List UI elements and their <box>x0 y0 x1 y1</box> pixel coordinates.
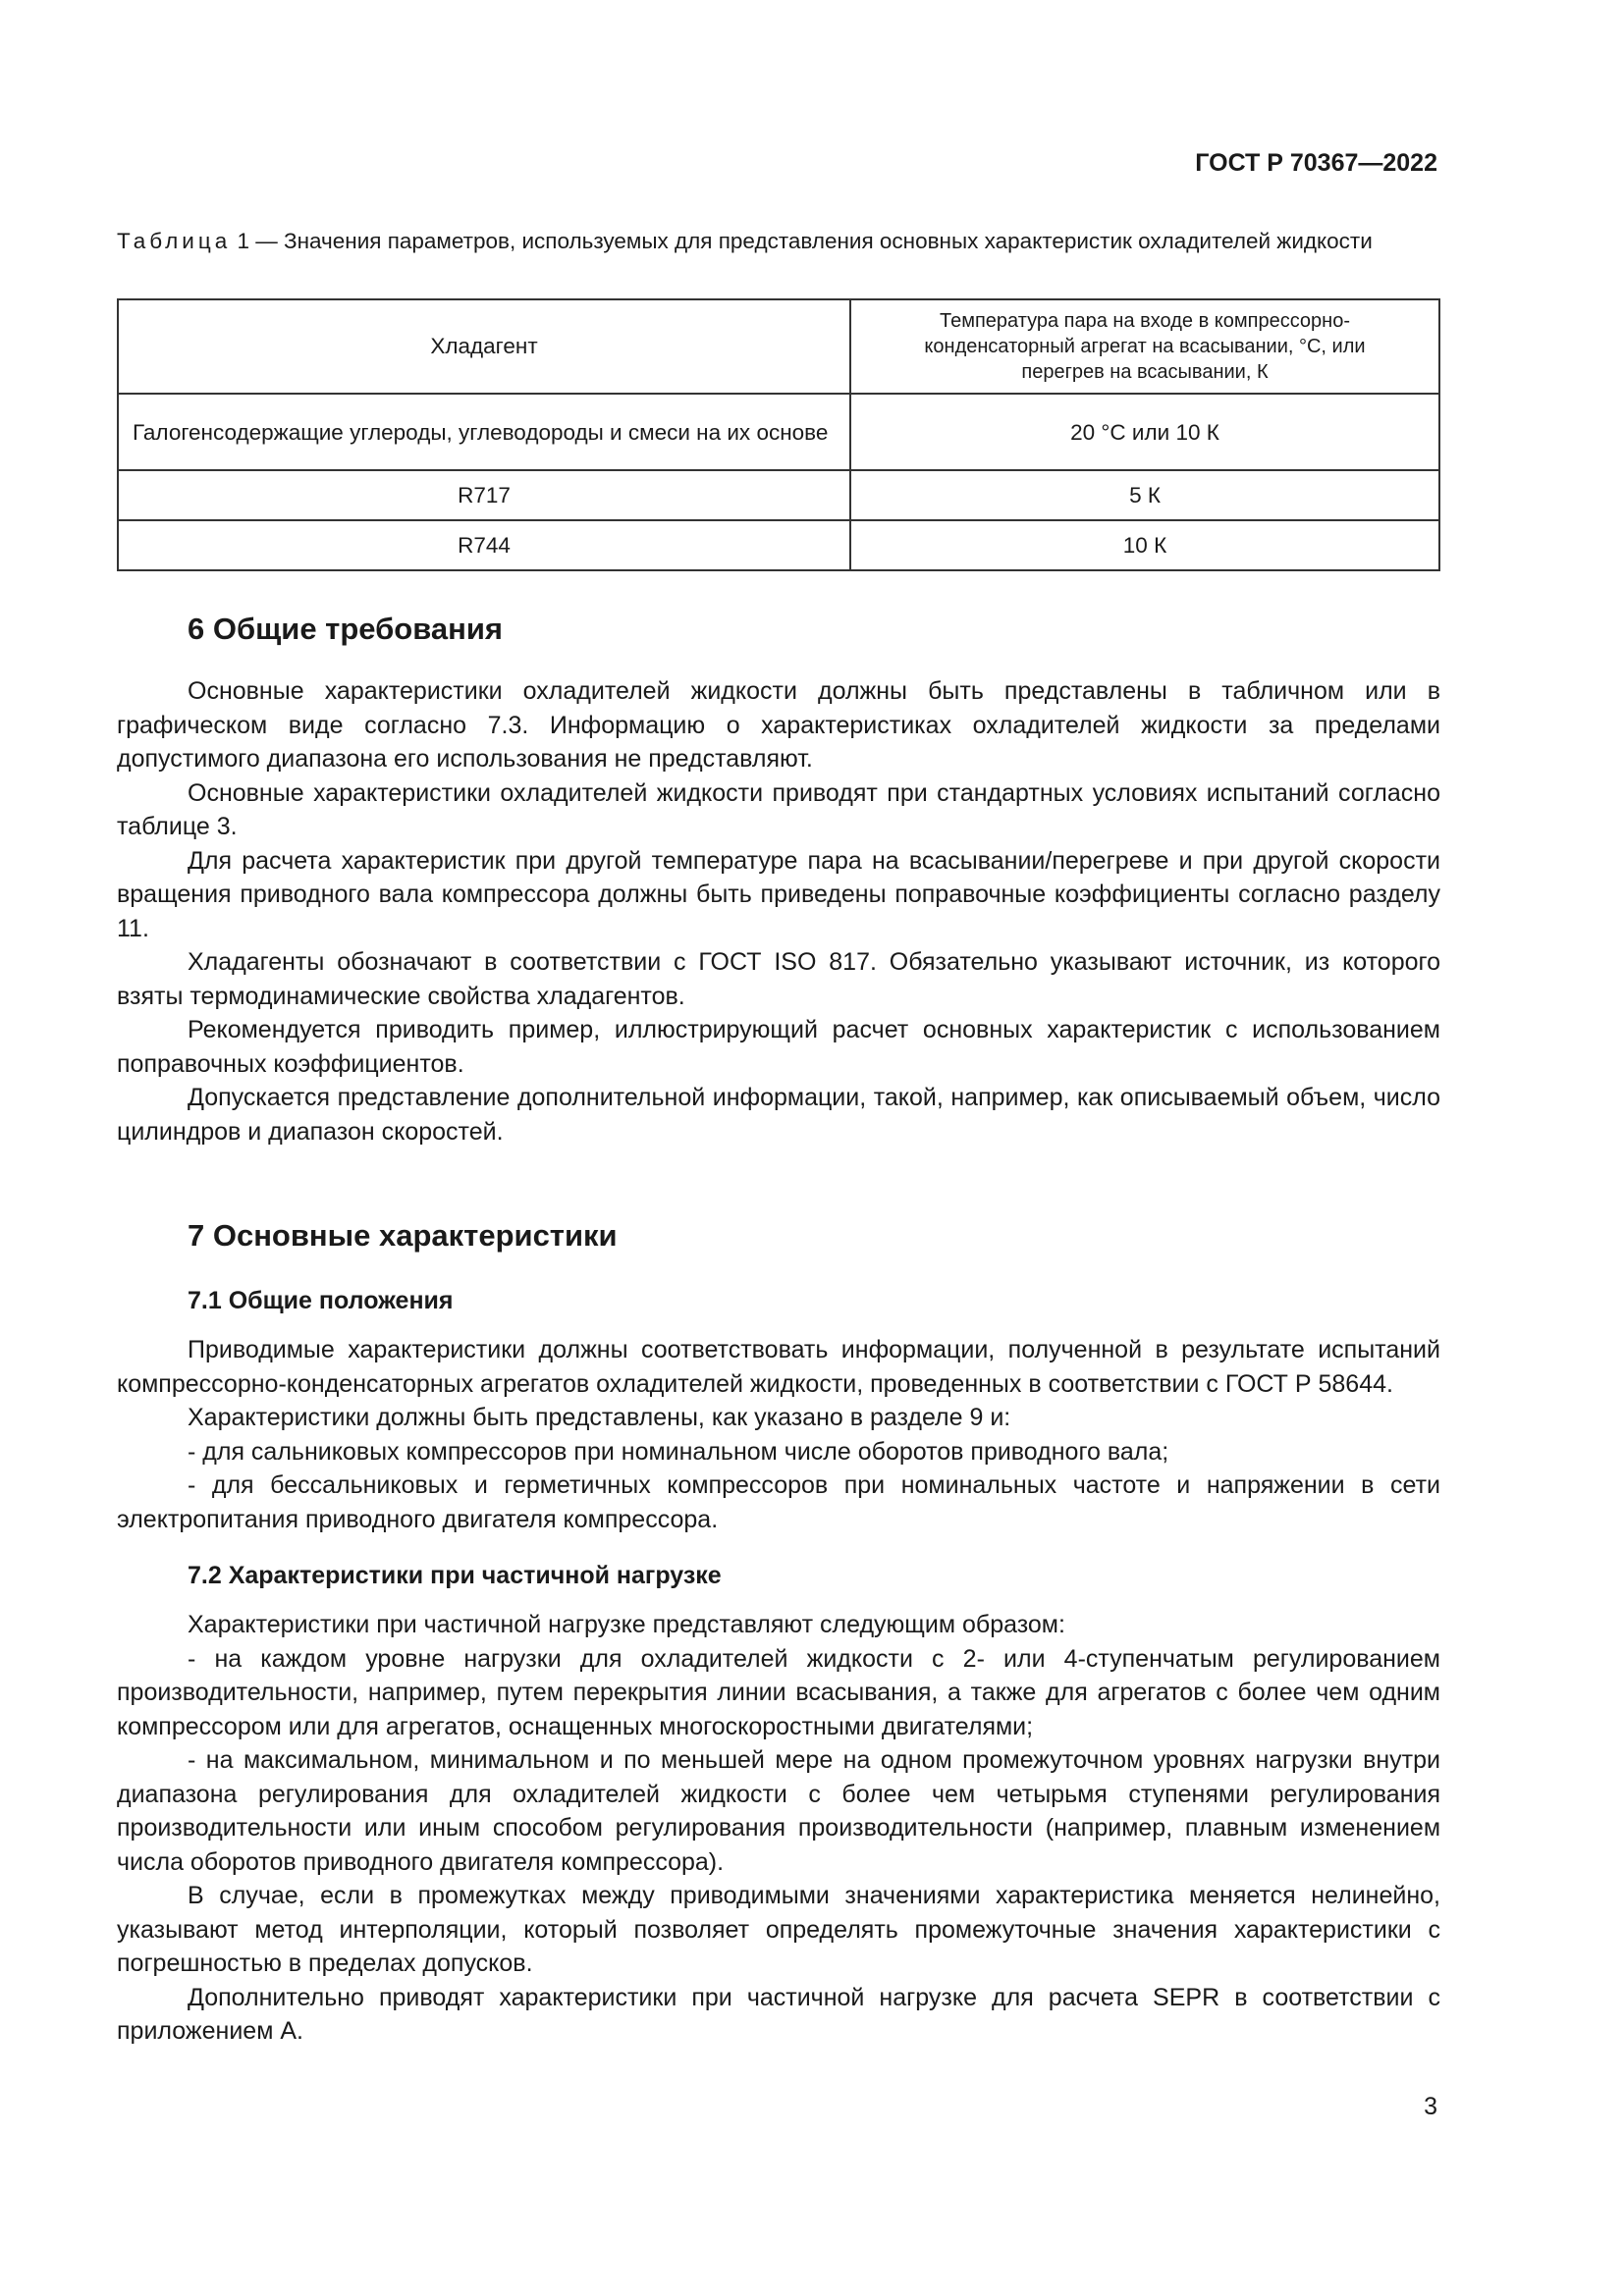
subsection-title: 7.2 Характеристики при частичной нагрузке <box>188 1562 722 1589</box>
table-cell: 20 °С или 10 К <box>850 394 1439 470</box>
paragraph: Допускается представление дополнительной информации, такой, например, как описываемый объем, число цилиндров и диапазон скоростей. <box>117 1084 1440 1146</box>
paragraph: Дополнительно приводят характеристики при частичной нагрузке для расчета SEPR в соответствии с приложением А. <box>117 1983 1440 2045</box>
section-title: 6 Общие требования <box>188 612 503 646</box>
table-caption-text: 1 — Значения параметров, используемых для представления основных характеристик охладителей жидкости <box>231 229 1373 253</box>
document-code-header: ГОСТ Р 70367—2022 <box>1195 149 1437 177</box>
list-item: - для бессальниковых и герметичных компрессоров при номинальных частоте и напряжении в сети электропитания приводного двигателя компрессора. <box>117 1471 1440 1533</box>
paragraph: Для расчета характеристик при другой температуре пара на всасывании/перегреве и при другой скорости вращения приводного вала компрессора должны быть приведены поправочные коэффициенты согласно разделу 11. <box>117 846 1440 942</box>
table-caption <box>117 226 1437 257</box>
subsection-title: 7.1 Общие положения <box>188 1287 454 1314</box>
paragraph: Приводимые характеристики должны соответствовать информации, полученной в результате испытаний компрессорно-конденсаторных агрегатов охладителей жидкости, проведенных в соответствии с ГОСТ Р 58644. <box>117 1336 1440 1398</box>
table-caption-prefix: Таблица <box>117 229 232 253</box>
table-cell: 10 К <box>850 520 1439 570</box>
list-item: - для сальниковых компрессоров при номинальном числе оборотов приводного вала; <box>188 1437 1169 1466</box>
parameters-table <box>117 298 1440 571</box>
list-item: - на каждом уровне нагрузки для охладителей жидкости с 2- или 4-ступенчатым регулированием производительности, например, путем перекрытия линии всасывания, а также для агрегатов с более чем одним компрессором или для агрегатов, оснащенных многоскоростными двигателями; <box>117 1644 1440 1740</box>
paragraph: Характеристики должны быть представлены, как указано в разделе 9 и: <box>188 1404 1011 1431</box>
section-6 <box>117 612 1440 1148</box>
paragraph: Хладагенты обозначают в соответствии с ГОСТ ISO 817. Обязательно указывают источник, из которого взяты термодинамические свойства хладагентов. <box>117 948 1440 1010</box>
section-title: 7 Основные характеристики <box>188 1218 618 1253</box>
table-header-row <box>118 299 1439 394</box>
list-item: - на максимальном, минимальном и по меньшей мере на одном промежуточном уровнях нагрузки внутри диапазона регулирования для охладителей жидкости с более чем четырьмя ступенями регулирования производительности или иным способом регулирования производительности (например, плавным изменением числа оборотов приводного двигателя компрессора). <box>117 1746 1440 1876</box>
table-cell: 5 К <box>850 470 1439 520</box>
paragraph: Характеристики при частичной нагрузке представляют следующим образом: <box>188 1611 1065 1638</box>
paragraph: Рекомендуется приводить пример, иллюстрирующий расчет основных характеристик с использованием поправочных коэффициентов. <box>117 1016 1440 1078</box>
column-header-refrigerant: Хладагент <box>118 299 850 394</box>
table-cell: R717 <box>118 470 850 520</box>
table-row <box>118 470 1439 520</box>
column-header-temperature: Температура пара на входе в компрессорно-конденсаторный агрегат на всасывании, °С, или перегрев на всасывании, К <box>850 299 1439 394</box>
paragraph: Основные характеристики охладителей жидкости должны быть представлены в табличном или в графическом виде согласно 7.3. Информацию о характеристиках охладителей жидкости за пределами допустимого диапазона его использования не представляют. <box>117 677 1440 773</box>
paragraph: В случае, если в промежутках между приводимыми значениями характеристика меняется нелинейно, указывают метод интерполяции, который позволяет определять промежуточные значения характеристики с погрешностью в пределах допусков. <box>117 1882 1440 1977</box>
table-row <box>118 394 1439 470</box>
table-cell: Галогенсодержащие углероды, углеводороды и смеси на их основе <box>118 394 850 470</box>
table-cell: R744 <box>118 520 850 570</box>
section-7 <box>117 1218 1440 2049</box>
table-row <box>118 520 1439 570</box>
paragraph: Основные характеристики охладителей жидкости приводят при стандартных условиях испытаний согласно таблице 3. <box>117 778 1440 840</box>
page-number: 3 <box>1424 2093 1437 2120</box>
